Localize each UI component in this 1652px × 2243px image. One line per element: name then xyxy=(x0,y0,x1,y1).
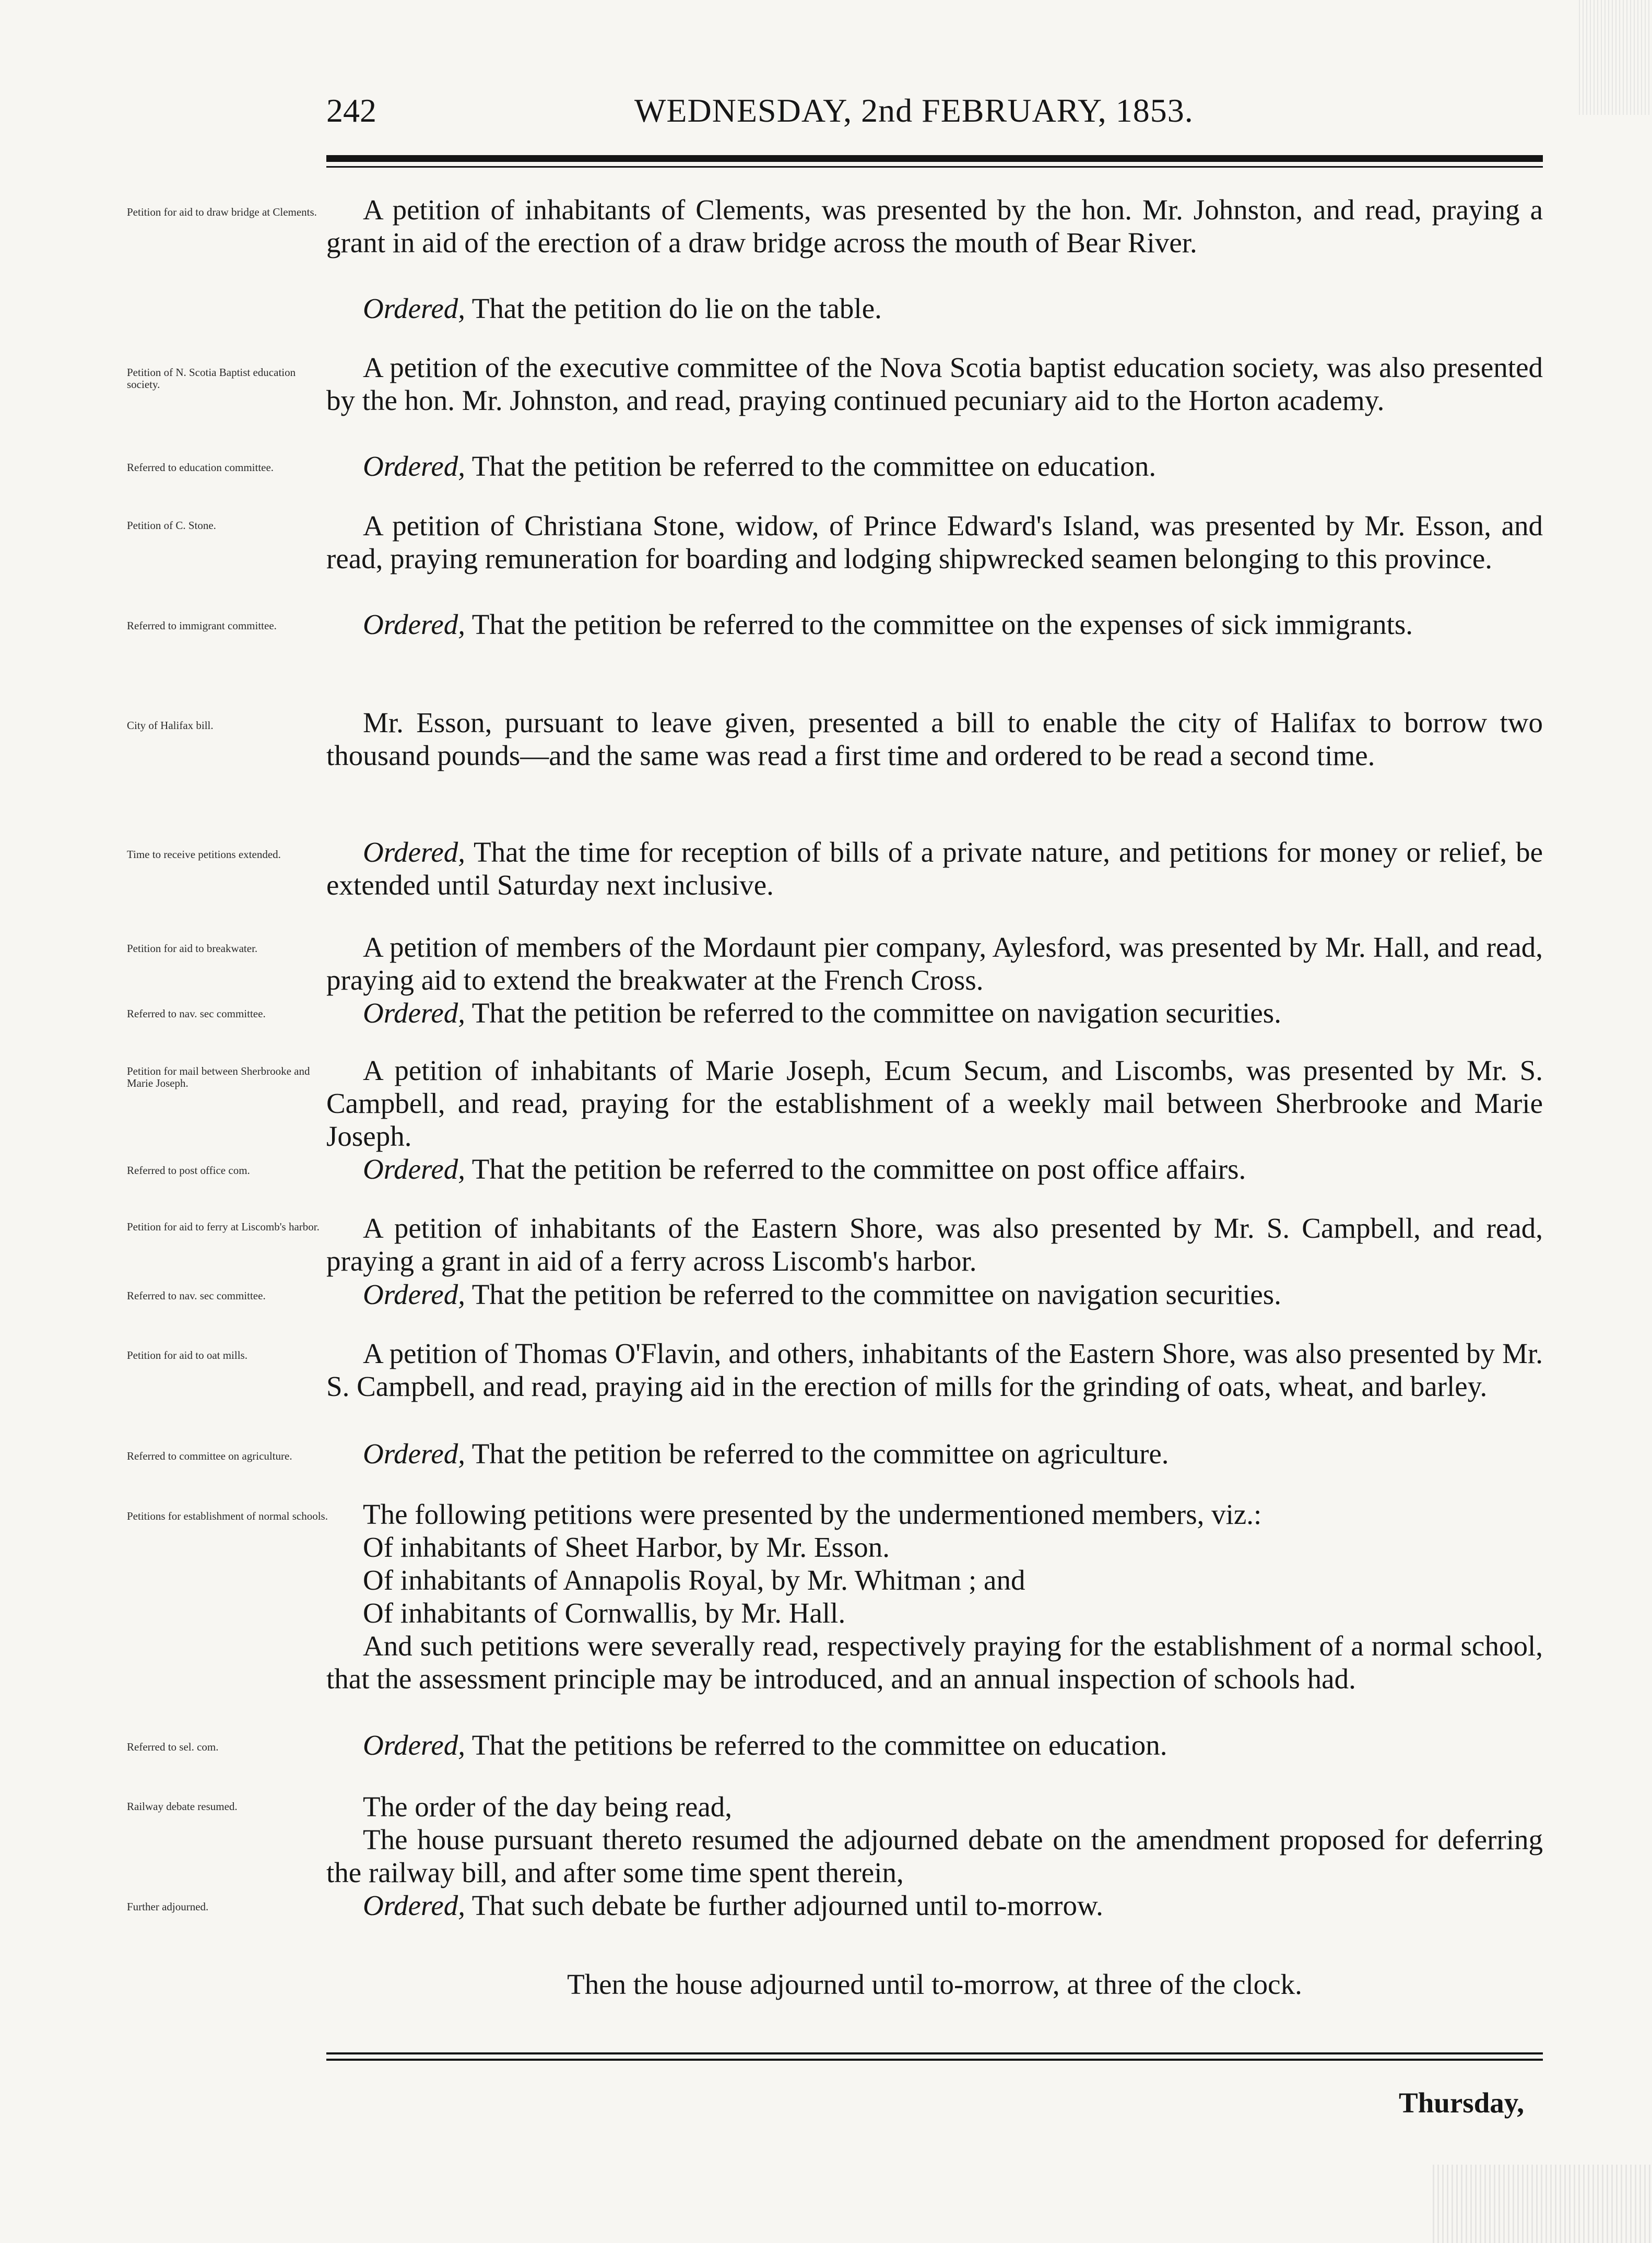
order-text: That such debate be further adjourned until to-morrow. xyxy=(471,1889,1103,1921)
page-header xyxy=(326,91,1543,138)
footer-rule xyxy=(326,2052,1543,2054)
order-text: That the time for reception of bills of a private nature, and petitions for money or relief, be extended until Saturday next inclusive. xyxy=(326,836,1543,901)
petition-list-item: Of inhabitants of Cornwallis, by Mr. Hall. xyxy=(363,1597,846,1629)
margin-note: Referred to education committee. xyxy=(127,461,274,474)
order-paragraph xyxy=(326,1729,1543,1761)
catchword: Thursday, xyxy=(1399,2087,1524,2119)
margin-note: Petitions for establishment of normal schools. xyxy=(127,1510,328,1522)
entry-paragraph: The order of the day being read, xyxy=(363,1791,733,1823)
entry-paragraph: And such petitions were severally read, respectively praying for the establishment of a normal school, that the assessment principle may be introduced, and an annual inspection of schools had. xyxy=(326,1630,1543,1695)
scan-noise xyxy=(1433,2165,1652,2243)
entry-paragraph: A petition of the executive committee of the Nova Scotia baptist education society, was also presented by the hon. Mr. Johnston, and read, praying continued pecuniary aid to the Horton academy. xyxy=(326,351,1543,416)
closing-line: Then the house adjourned until to-morrow, at three of the clock. xyxy=(567,1968,1302,2000)
entry-paragraph: Mr. Esson, pursuant to leave given, presented a bill to enable the city of Halifax to borrow two thousand pounds—and the same was read a first time and ordered to be read a second time. xyxy=(326,707,1543,771)
order-text: That the petition be referred to the committee on education. xyxy=(471,450,1157,482)
order-word: Ordered, xyxy=(363,450,466,482)
order-paragraph xyxy=(326,1437,1543,1470)
margin-note: Petition for aid to oat mills. xyxy=(127,1349,247,1361)
margin-note: Referred to nav. sec committee. xyxy=(127,1289,266,1302)
entry-paragraph: A petition of inhabitants of the Eastern Shore, was also presented by Mr. S. Campbell, and read, praying a grant in aid of a ferry across Liscomb's harbor. xyxy=(326,1212,1543,1277)
margin-note: Petition for aid to draw bridge at Clements. xyxy=(127,206,317,218)
order-word: Ordered, xyxy=(363,292,466,324)
margin-note: Referred to nav. sec committee. xyxy=(127,1007,266,1020)
order-paragraph xyxy=(326,836,1543,901)
order-paragraph xyxy=(326,450,1543,483)
entry-paragraph: The house pursuant thereto resumed the adjourned debate on the amendment proposed for deferring the railway bill, and after some time spent therein, xyxy=(326,1824,1543,1888)
order-text: That the petition be referred to the committee on navigation securities. xyxy=(471,1278,1281,1310)
page-title: WEDNESDAY, 2nd FEBRUARY, 1853. xyxy=(634,92,1194,129)
margin-note: Time to receive petitions extended. xyxy=(127,848,281,861)
entry-paragraph: The following petitions were presented by the undermentioned members, viz.: xyxy=(363,1498,1262,1530)
margin-note: Referred to post office com. xyxy=(127,1164,250,1177)
order-word: Ordered, xyxy=(363,1438,466,1470)
order-paragraph xyxy=(326,1153,1543,1185)
margin-note: City of Halifax bill. xyxy=(127,719,214,732)
order-text: That the petitions be referred to the committee on education. xyxy=(471,1729,1167,1761)
margin-note: Petition for aid to ferry at Liscomb's harbor. xyxy=(127,1220,320,1233)
entry-paragraph: A petition of Thomas O'Flavin, and others, inhabitants of the Eastern Shore, was also presented by Mr. S. Campbell, and read, praying aid in the erection of mills for the grinding of oats, wheat, and barley. xyxy=(326,1337,1543,1402)
order-word: Ordered, xyxy=(363,997,466,1029)
order-paragraph xyxy=(326,292,1543,325)
order-text: That the petition be referred to the committee on post office affairs. xyxy=(471,1153,1246,1185)
scan-noise xyxy=(1579,0,1652,115)
order-word: Ordered, xyxy=(363,1889,466,1921)
order-paragraph xyxy=(326,608,1543,641)
margin-note: Railway debate resumed. xyxy=(127,1800,238,1813)
margin-note: Further adjourned. xyxy=(127,1900,209,1913)
margin-note: Petition for mail between Sherbrooke and Marie Joseph. xyxy=(127,1065,310,1089)
order-paragraph xyxy=(326,1889,1543,1922)
petition-list-item: Of inhabitants of Sheet Harbor, by Mr. Esson. xyxy=(363,1531,890,1563)
order-text: That the petition be referred to the committee on agriculture. xyxy=(471,1438,1169,1470)
entry-paragraph: A petition of Christiana Stone, widow, of Prince Edward's Island, was presented by Mr. Esson, and read, praying remuneration for boarding and lodging shipwrecked seamen belonging to this province. xyxy=(326,510,1543,574)
entry-paragraph: A petition of inhabitants of Clements, was presented by the hon. Mr. Johnston, and read, praying a grant in aid of the erection of a draw bridge across the mouth of Bear River. xyxy=(326,194,1543,259)
header-rule xyxy=(326,155,1543,162)
entry-paragraph: A petition of inhabitants of Marie Joseph, Ecum Secum, and Liscombs, was presented by Mr. S. Campbell, and read, praying for the establishment of a weekly mail between Sherbrooke and Marie Joseph. xyxy=(326,1054,1543,1152)
margin-note: Referred to committee on agriculture. xyxy=(127,1450,292,1462)
margin-note: Petition of C. Stone. xyxy=(127,519,216,532)
order-word: Ordered, xyxy=(363,836,466,868)
order-paragraph xyxy=(326,1278,1543,1311)
order-word: Ordered, xyxy=(363,1278,466,1310)
order-word: Ordered, xyxy=(363,1153,466,1185)
order-text: That the petition be referred to the committee on navigation securities. xyxy=(471,997,1281,1029)
header-rule xyxy=(326,166,1543,168)
page-number: 242 xyxy=(326,92,376,129)
order-word: Ordered, xyxy=(363,608,466,640)
petition-list-item: Of inhabitants of Annapolis Royal, by Mr. Whitman ; and xyxy=(363,1564,1025,1596)
margin-note: Referred to sel. com. xyxy=(127,1741,219,1753)
margin-note: Petition of N. Scotia Baptist education society. xyxy=(127,366,296,391)
order-paragraph xyxy=(326,996,1543,1029)
margin-note: Petition for aid to breakwater. xyxy=(127,942,258,955)
order-word: Ordered, xyxy=(363,1729,466,1761)
order-text: That the petition do lie on the table. xyxy=(471,292,882,324)
order-text: That the petition be referred to the committee on the expenses of sick immigrants. xyxy=(471,608,1413,640)
margin-note: Referred to immigrant committee. xyxy=(127,619,277,632)
entry-paragraph: A petition of members of the Mordaunt pier company, Aylesford, was presented by Mr. Hall, and read, praying aid to extend the breakwater at the French Cross. xyxy=(326,931,1543,996)
footer-rule xyxy=(326,2059,1543,2061)
